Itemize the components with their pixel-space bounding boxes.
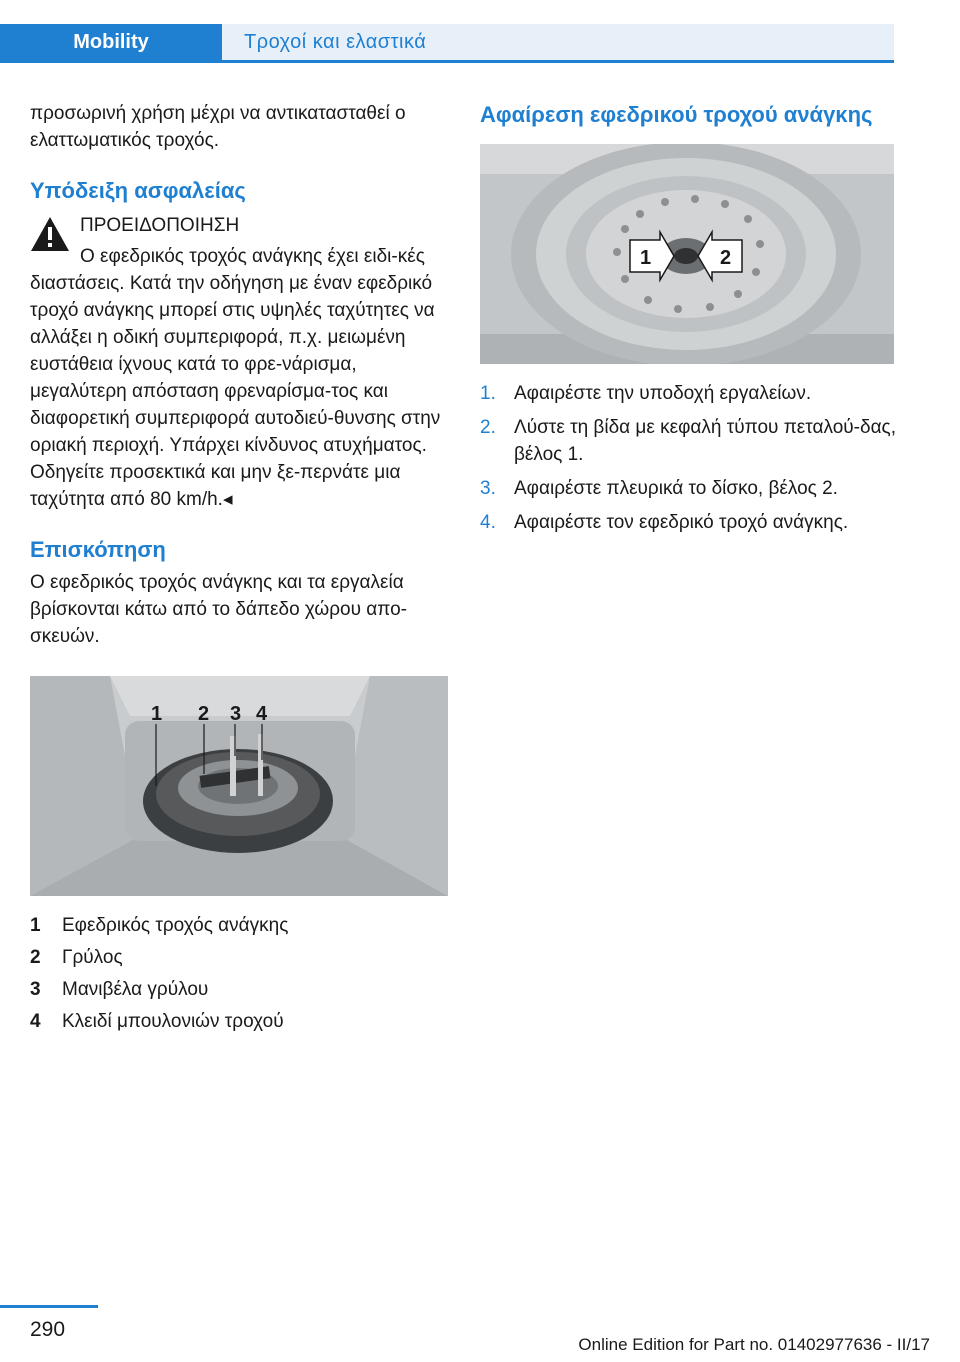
legend-item [30, 1006, 448, 1038]
removal-steps [480, 380, 898, 536]
arrow-callout-1: 1 [640, 247, 652, 269]
step-item [480, 475, 898, 502]
trunk-spare-wheel-figure [30, 676, 448, 896]
header-rule [0, 60, 894, 63]
legend-item [30, 910, 448, 942]
trunk-spare-wheel-illustration [30, 676, 448, 896]
callout-3: 3 [230, 703, 242, 725]
callout-4: 4 [256, 703, 268, 725]
page-number: 290 [30, 1318, 66, 1341]
step-item [480, 380, 898, 407]
section-tab[interactable]: Τροχοί και ελαστικά [222, 24, 894, 60]
edition-note: Online Edition for Part no. 01402977636 - II/17 [578, 1335, 930, 1354]
step-item [480, 414, 898, 468]
step-number: 1. [480, 383, 496, 404]
footer-rule [0, 1305, 98, 1308]
left-column [30, 100, 448, 1038]
arrow-callout-2: 2 [720, 247, 732, 269]
step-text: Αφαιρέστε την υποδοχή εργαλείων. [514, 383, 812, 404]
legend-number: 2 [30, 947, 41, 968]
overview-heading: Επισκόπηση [30, 537, 166, 562]
safety-heading: Υπόδειξη ασφαλείας [30, 178, 246, 203]
page-header [0, 0, 960, 64]
step-item [480, 509, 898, 536]
step-number: 2. [480, 417, 496, 438]
legend-item [30, 974, 448, 1006]
step-text: Αφαιρέστε πλευρικά το δίσκο, βέλος 2. [514, 478, 838, 499]
legend-text: Εφεδρικός τροχός ανάγκης [62, 915, 289, 936]
legend-number: 3 [30, 979, 41, 1000]
step-text: Αφαιρέστε τον εφεδρικό τροχό ανάγκης. [514, 512, 849, 533]
step-number: 3. [480, 478, 496, 499]
legend-number: 1 [30, 915, 41, 936]
callout-1: 1 [151, 703, 163, 725]
overview-paragraph: Ο εφεδρικός τροχός ανάγκης και τα εργαλεία βρίσκονται κάτω από το δάπεδο χώρου απο-σκευών. [30, 572, 407, 647]
warning-block [30, 212, 448, 513]
figure-legend [30, 910, 448, 1038]
legend-item [30, 942, 448, 974]
right-column [480, 100, 898, 543]
wheel-removal-illustration [480, 144, 894, 364]
wheel-removal-figure [480, 144, 894, 364]
warning-triangle-icon [30, 216, 70, 252]
chapter-tab[interactable]: Mobility [0, 24, 222, 60]
legend-number: 4 [30, 1011, 41, 1032]
step-number: 4. [480, 512, 496, 533]
legend-text: Κλειδί μπουλονιών τροχού [62, 1011, 284, 1032]
callout-2: 2 [198, 703, 210, 725]
removal-heading: Αφαίρεση εφεδρικού τροχού ανάγκης [480, 102, 873, 127]
legend-text: Γρύλος [62, 947, 123, 968]
step-text: Λύστε τη βίδα με κεφαλή τύπου πεταλού-δας, βέλος 1. [514, 417, 896, 465]
warning-title: ΠΡΟΕΙΔΟΠΟΙΗΣΗ [80, 215, 240, 236]
warning-text: Ο εφεδρικός τροχός ανάγκης έχει ειδι-κές διαστάσεις. Κατά την οδήγηση με έναν εφεδρικό τροχό ανάγκης μπορεί στις υψηλές ταχύτητες να αλλάξει η οδική συμπεριφορά, π.χ. μειωμένη ευστάθεια ίχνους κατά το φρε-νάρισμα, μεγαλύτερη απόσταση φρεναρίσμα-τος και διαφορετική συμπεριφορά αυτοδιεύ-θυνσης στην οριακή περιοχή. Υπάρχει κίνδυνος ατυχήματος. Οδηγείτε προσεκτικά και μην ξε-περνάτε μια ταχύτητα από 80 km/h.◂ [30, 246, 441, 510]
legend-text: Μανιβέλα γρύλου [62, 979, 209, 1000]
intro-paragraph: προσωρινή χρήση μέχρι να αντικατασταθεί ο ελαττωματικός τροχός. [30, 103, 406, 151]
